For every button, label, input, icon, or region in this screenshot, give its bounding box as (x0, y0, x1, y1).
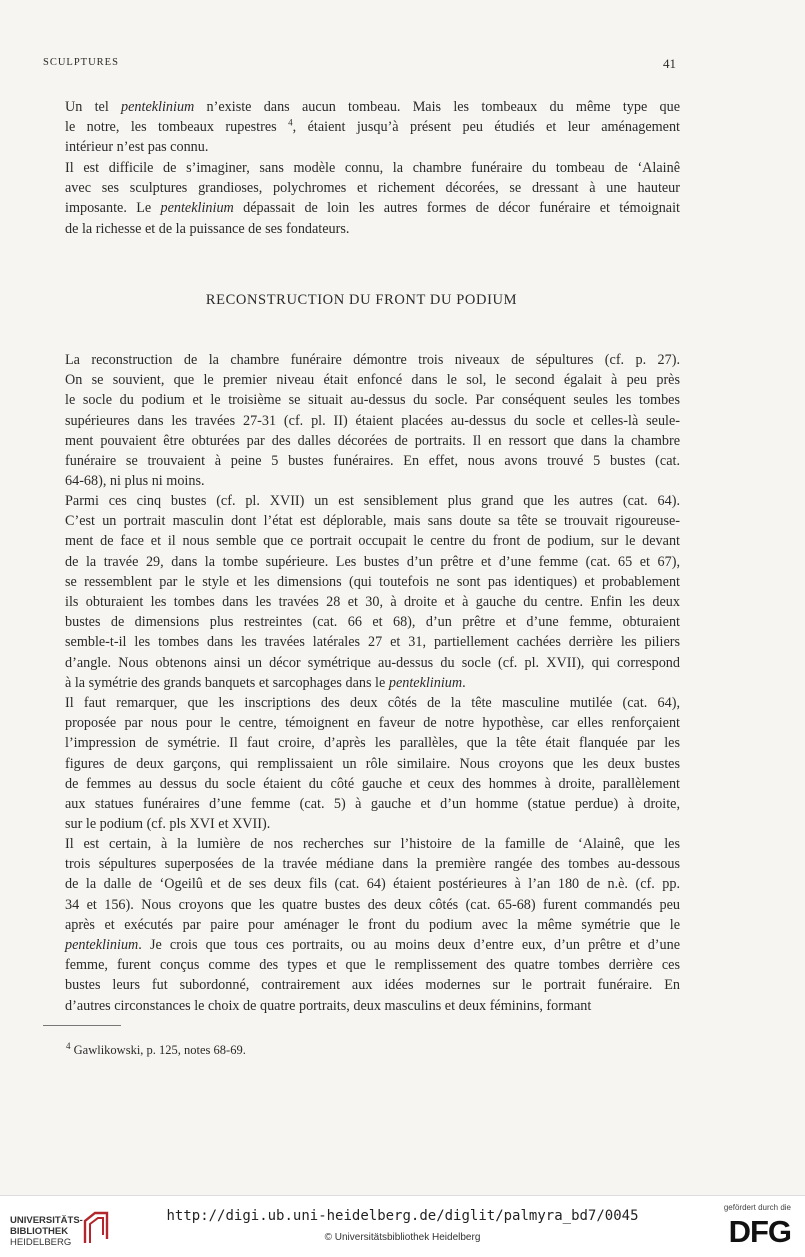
text-line: Il est certain, à la lumière de nos recherches sur l’histoire de la famille de ‘Alainê, que les (65, 836, 680, 852)
text-line: La reconstruction de la chambre funéraire démontre trois niveaux de sépultures (cf. p. 27). (65, 352, 680, 368)
text-line: se ressemblent par le style et les dimensions (qui toutefois ne sont pas identiques) et probablement (65, 573, 680, 590)
text-line: à la symétrie des grands banquets et sarcophages dans le penteklinium. (65, 674, 466, 691)
text-line: sur le podium (cf. pls XVI et XVII). (65, 816, 271, 833)
text-line: On se souvient, que le premier niveau était enfoncé dans le sol, le second égalait à peu près (65, 372, 680, 389)
italic-term: penteklinium (388, 674, 463, 691)
text-line: d’angle. Nous obtenons ainsi un décor symétrique au-dessus du socle (cf. pl. XVII), qui correspond (65, 654, 680, 671)
text-line: avec ses sculptures grandioses, polychromes et richement décorées, se dressant à une hauteur (65, 180, 680, 197)
library-name-line-1: UNIVERSITÄTS- (10, 1215, 83, 1226)
text-line: C’est un portrait masculin dont l’état est déplorable, mais sans doute sa tête se trouvait rigoureuse- (65, 513, 680, 530)
text-line: de la travée 29, dans la tombe supérieure. Les bustes d’un prêtre et d’une femme (cat. 65 et 67), (65, 553, 680, 570)
text-line: ment pouvaient être obturées par des dalles décorées de portraits. Il en ressort que dans la chambre (65, 432, 680, 449)
intro-paragraph-2 (43, 158, 680, 239)
text-line: 34 et 156). Nous croyons que les quatre bustes des deux côtés (cat. 65-68) furent commandés peu (65, 896, 680, 913)
text-line: bustes leurs fut subordonné, contrairement aux idées modernes sur le portrait funéraire. En (65, 977, 680, 994)
footnote-marker: 4 (66, 1040, 71, 1051)
text-line: aux statues funéraires d’une femme (cat. 5) à gauche et d’un homme (statue perdue) à droite, (65, 796, 680, 813)
text-line: bustes de dimensions plus restreintes (cat. 66 et 68), d’un prêtre et d’une femme, obturaient (65, 614, 680, 631)
italic-term: penteklinium (160, 200, 234, 217)
text-line: funéraire se trouvaient à peine 5 bustes funéraires. En effet, nous avons trouvé 5 bustes (cat. (65, 453, 680, 470)
text-line: figures de deux garçons, qui remplissaient un rôle similaire. Nous croyons que les deux bustes (65, 755, 680, 772)
footnote-reference[interactable]: 4 (288, 117, 293, 128)
source-url-link[interactable]: http://digi.ub.uni-heidelberg.de/diglit/palmyra_bd7/0045 (166, 1208, 639, 1224)
section-title: RECONSTRUCTION DU FRONT DU PODIUM (205, 292, 518, 308)
digitization-footer (0, 1195, 805, 1257)
running-head: SCULPTURES (43, 57, 119, 68)
text-line: intérieur n’est pas connu. (65, 139, 209, 156)
body-paragraph-4 (43, 834, 680, 1016)
library-name-line-2: BIBLIOTHEK (10, 1226, 69, 1237)
body-paragraph-2 (43, 491, 680, 693)
italic-term: penteklinium (65, 937, 139, 954)
text-line: proposée par nous pour le centre, témoignent en faveur de notre hypothèse, car elles renforçaient (65, 715, 680, 732)
text-line: l’impression de symétrie. Il faut croire, d’après les parallèles, que la tête était flanquée par les (65, 735, 680, 752)
library-name-line-3: HEIDELBERG (10, 1237, 72, 1248)
footnote (66, 1040, 246, 1058)
page-number: 41 (663, 56, 676, 71)
intro-paragraph-1 (43, 97, 680, 158)
dfg-logo: DFG (728, 1214, 791, 1249)
text-line: de la dalle de ‘Ogeilû et de ses deux fils (cat. 64) étaient postérieures à l’an 180 de n.è. (cf. pp. (65, 876, 680, 893)
text-line: le notre, les tombeaux rupestres $^4$, étaient jusqu’à présent peu étudiés et leur aménagement (65, 117, 680, 136)
italic-term: penteklinium (121, 99, 195, 115)
text-line: ils obturaient les tombes dans les travées 28 et 30, à droite et à gauche du centre. Enfin les deux (65, 594, 680, 611)
text-line: femme, furent conçus comme des types et que le remplissement des quatre tombes derrière ces (65, 957, 680, 974)
body-paragraph-1 (43, 350, 680, 491)
text-line: supérieures dans les travées 27-31 (cf. pl. II) étaient placées au-dessus du socle et celles-là seule- (65, 412, 680, 429)
text-line: imposante. Le penteklinium dépassait de loin les autres formes de décor funéraire et témoignait (65, 200, 680, 217)
text-line: après et exécutés par paire pour aménager le front du podium avec la même symétrie que le (65, 916, 680, 933)
text-line: le socle du podium et le troisième se situait au-dessus du socle. Par conséquent seules les tombes (65, 392, 680, 409)
text-line: de la richesse et de la puissance de ses fondateurs. (65, 220, 350, 237)
funding-label: gefördert durch die (723, 1203, 791, 1212)
text-line: trois sépultures superposées de la travée médiane dans la première rangée des tombes au-dessous (65, 856, 680, 873)
text-line: d’autres circonstances le choix de quatre portraits, deux masculins et deux féminins, formant (65, 997, 592, 1014)
text-line: semble-t-il les tombes dans les travées latérales 27 et 31, partiellement cachées derrière les piliers (65, 634, 680, 651)
text-line: ment de face et il nous semble que ce portrait occupait le centre du front de podium, sur le devant (65, 533, 680, 550)
text-line: Un tel penteklinium n’existe dans aucun tombeau. Mais les tombeaux du même type que (65, 99, 680, 115)
footnote-text: Gawlikowski, p. 125, notes 68-69. (73, 1043, 246, 1057)
text-line: Parmi ces cinq bustes (cf. pl. XVII) un est sensiblement plus grand que les autres (cat. 64). (65, 493, 680, 509)
text-line: Il est difficile de s’imaginer, sans modèle connu, la chambre funéraire du tombeau de ‘Alainê (65, 160, 680, 176)
text-line: penteklinium. Je crois que tous ces portraits, ou au moins deux d’entre eux, d’un prêtre et d’une (65, 937, 680, 954)
text-line: 64-68), ni plus ni moins. (65, 473, 205, 490)
text-line: de femmes au dessus du socle étaient du côté gauche et ceux des hommes à droite, parallèlement (65, 775, 680, 792)
text-line: Il faut remarquer, que les inscriptions des deux côtés de la tête masculine mutilée (cat. 64), (65, 695, 680, 711)
body-paragraph-3 (43, 693, 680, 834)
copyright-notice: © Universitätsbibliothek Heidelberg (324, 1232, 481, 1243)
footnote-divider (43, 1025, 121, 1026)
